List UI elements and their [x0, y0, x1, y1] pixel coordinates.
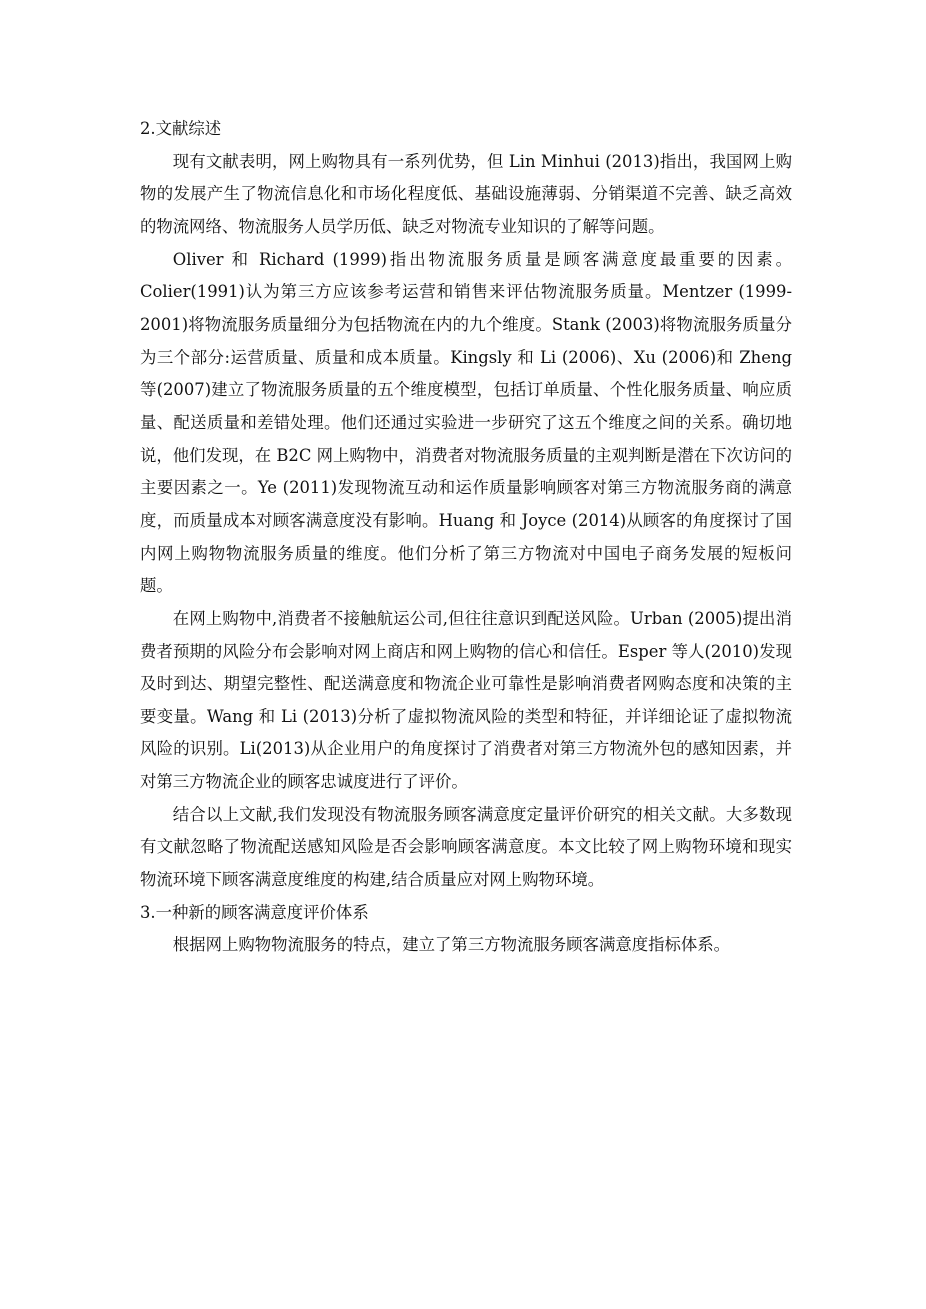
section-2-paragraph-2: Oliver 和 Richard (1999)指出物流服务质量是顾客满意度最重要的因素。Colier(1991)认为第三方应该参考运营和销售来评估物流服务质量。Mentzer (1999-2001)将物流服务质量细分为包括物流在内的九个维度。Stank (2003)将物流服务质量分为三个部分:运营质量、质量和成本质量。Kingsly 和 Li (2006)、Xu (2006)和 Zheng 等(2007)建立了物流服务质量的五个维度模型，包括订单质量、个性化服务质量、响应质量、配送质量和差错处理。他们还通过实验进一步研究了这五个维度之间的关系。确切地说，他们发现，在 B2C 网上购物中，消费者对物流服务质量的主观判断是潜在下次访问的主要因素之一。Ye (2011)发现物流互动和运作质量影响顾客对第三方物流服务商的满意度，而质量成本对顾客满意度没有影响。Huang 和 Joyce (2014)从顾客的角度探讨了国内网上购物物流服务质量的维度。他们分析了第三方物流对中国电子商务发展的短板问题。	[140, 249, 792, 596]
document-page	[140, 113, 792, 962]
section-2-paragraph-4: 结合以上文献,我们发现没有物流服务顾客满意度定量评价研究的相关文献。大多数现有文献忽略了物流配送感知风险是否会影响顾客满意度。本文比较了网上购物环境和现实物流环境下顾客满意度维度的构建,结合质量应对网上购物环境。	[140, 804, 792, 890]
section-2-paragraph-3: 在网上购物中,消费者不接触航运公司,但往往意识到配送风险。Urban (2005)提出消费者预期的风险分布会影响对网上商店和网上购物的信心和信任。Esper 等人(2010)发现及时到达、期望完整性、配送满意度和物流企业可靠性是影响消费者网购态度和决策的主要变量。Wang 和 Li (2013)分析了虚拟物流风险的类型和特征，并详细论证了虚拟物流风险的识别。Li(2013)从企业用户的角度探讨了消费者对第三方物流外包的感知因素，并对第三方物流企业的顾客忠诚度进行了评价。	[140, 608, 792, 792]
section-2-heading: 2.文献综述	[140, 119, 222, 138]
section-3-paragraph-1: 根据网上购物物流服务的特点，建立了第三方物流服务顾客满意度指标体系。	[172, 935, 731, 955]
section-2-paragraph-1: 现有文献表明，网上购物具有一系列优势，但 Lin Minhui (2013)指出，我国网上购物的发展产生了物流信息化和市场化程度低、基础设施薄弱、分销渠道不完善、缺乏高效的物流网络、物流服务人员学历低、缺乏对物流专业知识的了解等问题。	[140, 151, 792, 236]
section-3-heading: 3.一种新的顾客满意度评价体系	[140, 902, 369, 922]
